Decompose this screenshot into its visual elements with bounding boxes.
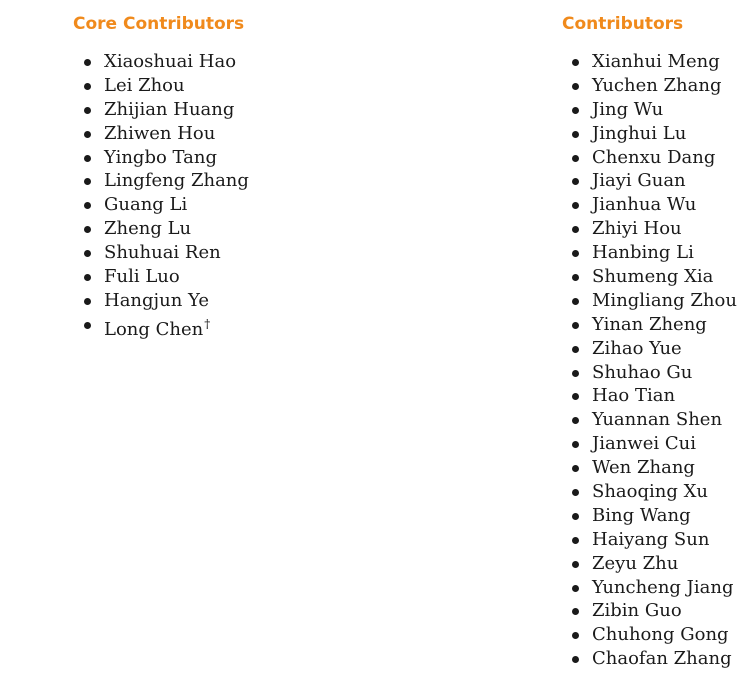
bullet-icon — [84, 202, 91, 209]
contributor-name: Xiaoshuai Hao — [104, 51, 237, 72]
bullet-icon — [572, 107, 579, 114]
contributor-list-item — [572, 647, 737, 671]
contributor-name: Yinan Zheng — [592, 313, 707, 335]
contributor-name: Bing Wang — [592, 504, 691, 526]
bullet-icon — [572, 608, 579, 615]
contributor-name: Haiyang Sun — [592, 528, 710, 550]
contributors-heading: Contributors — [562, 14, 684, 34]
contributor-list-item — [572, 217, 737, 241]
contributor-name: Chuhong Gong — [592, 624, 729, 646]
contributor-name: Lei Zhou — [104, 74, 185, 96]
contributor-name: Shaoqing Xu — [592, 481, 709, 503]
contributor-list-item — [572, 289, 737, 313]
contributor-list-item — [572, 456, 737, 480]
contributor-name: Zhijian Huang — [104, 98, 235, 120]
bullet-icon — [572, 250, 579, 257]
bullet-icon — [84, 131, 91, 138]
contributor-list-item — [84, 313, 249, 340]
contributor-name: Zibin Guo — [592, 600, 682, 622]
bullet-icon — [572, 202, 579, 209]
contributor-name: Xianhui Meng — [592, 51, 720, 72]
contributor-name: Jinghui Lu — [592, 122, 687, 144]
contributor-list-item — [84, 98, 249, 122]
contributor-list-item — [572, 432, 737, 456]
contributor-list-item — [572, 265, 737, 289]
contributor-name: Guang Li — [104, 194, 188, 216]
contributor-list-item — [572, 98, 737, 122]
contributor-list-item — [572, 528, 737, 552]
dagger-marker: † — [204, 316, 211, 331]
contributor-name: Mingliang Zhou — [592, 289, 737, 311]
contributor-list-item — [572, 599, 737, 623]
contributor-name: Yuannan Shen — [592, 409, 723, 431]
contributor-list-item — [84, 289, 249, 313]
bullet-icon — [572, 298, 579, 305]
contributor-list-item — [572, 313, 737, 337]
contributor-list-item — [572, 50, 737, 74]
contributor-name: Shuhao Gu — [592, 361, 693, 383]
bullet-icon — [572, 178, 579, 185]
bullet-icon — [572, 513, 579, 520]
contributor-list-item — [572, 504, 737, 528]
bullet-icon — [572, 585, 579, 592]
contributor-name: Zihao Yue — [592, 337, 682, 359]
contributor-name: Zheng Lu — [104, 218, 192, 240]
contributor-name: Hangjun Ye — [104, 289, 210, 311]
contributor-name: Chaofan Zhang — [592, 648, 732, 670]
bullet-icon — [572, 131, 579, 138]
bullet-icon — [572, 489, 579, 496]
contributor-list-item — [84, 50, 249, 74]
bullet-icon — [84, 59, 91, 66]
contributor-name: Jing Wu — [592, 98, 664, 120]
bullet-icon — [84, 83, 91, 90]
contributor-name: Yuncheng Jiang — [592, 576, 734, 598]
contributor-list-item — [84, 193, 249, 217]
bullet-icon — [572, 393, 579, 400]
contributor-name: Long Chen — [104, 318, 204, 340]
bullet-icon — [84, 298, 91, 305]
contributor-list-item — [572, 408, 737, 432]
bullet-icon — [572, 632, 579, 639]
contributors-list — [572, 50, 737, 671]
contributor-list-item — [572, 122, 737, 146]
core-contributors-list — [84, 50, 249, 340]
bullet-icon — [84, 226, 91, 233]
bullet-icon — [572, 274, 579, 281]
bullet-icon — [572, 322, 579, 329]
contributor-name: Zhiwen Hou — [104, 122, 216, 144]
bullet-icon — [572, 441, 579, 448]
contributor-list-item — [572, 337, 737, 361]
contributor-list-item — [572, 169, 737, 193]
contributor-list-item — [84, 146, 249, 170]
bullet-icon — [572, 561, 579, 568]
contributor-name: Zhiyi Hou — [592, 218, 682, 240]
contributor-name: Yuchen Zhang — [592, 74, 722, 96]
contributor-name: Hao Tian — [592, 385, 676, 407]
bullet-icon — [572, 465, 579, 472]
contributor-name: Jiayi Guan — [592, 170, 686, 192]
contributor-name: Zeyu Zhu — [592, 552, 679, 574]
bullet-icon — [572, 417, 579, 424]
contributor-list-item — [572, 361, 737, 385]
contributor-list-item — [572, 74, 737, 98]
contributor-list-item — [84, 122, 249, 146]
contributor-name: Lingfeng Zhang — [104, 170, 249, 192]
contributor-name: Yingbo Tang — [104, 146, 217, 168]
contributor-name: Hanbing Li — [592, 242, 694, 264]
contributor-list-item — [572, 384, 737, 408]
contributor-name: Shuhuai Ren — [104, 242, 221, 264]
core-contributors-heading: Core Contributors — [73, 14, 245, 34]
bullet-icon — [572, 537, 579, 544]
bullet-icon — [84, 107, 91, 114]
contributor-name: Jianwei Cui — [592, 433, 696, 455]
contributor-list-item — [572, 146, 737, 170]
contributor-name: Jianhua Wu — [592, 194, 697, 216]
contributor-list-item — [84, 241, 249, 265]
contributor-list-item — [84, 265, 249, 289]
contributor-name: Wen Zhang — [592, 457, 695, 479]
bullet-icon — [572, 155, 579, 162]
contributor-list-item — [572, 623, 737, 647]
contributor-name: Fuli Luo — [104, 266, 180, 288]
bullet-icon — [572, 346, 579, 353]
bullet-icon — [572, 226, 579, 233]
contributor-list-item — [572, 576, 737, 600]
contributor-list-item — [84, 217, 249, 241]
bullet-icon — [84, 274, 91, 281]
bullet-icon — [572, 370, 579, 377]
contributor-list-item — [84, 169, 249, 193]
bullet-icon — [572, 59, 579, 66]
bullet-icon — [572, 656, 579, 663]
contributor-list-item — [84, 74, 249, 98]
bullet-icon — [84, 155, 91, 162]
contributor-list-item — [572, 552, 737, 576]
contributor-list-item — [572, 480, 737, 504]
contributor-list-item — [572, 193, 737, 217]
bullet-icon — [84, 322, 91, 329]
contributor-name: Chenxu Dang — [592, 146, 716, 168]
bullet-icon — [572, 83, 579, 90]
contributor-list-item — [572, 241, 737, 265]
bullet-icon — [84, 250, 91, 257]
bullet-icon — [84, 178, 91, 185]
contributor-name: Shumeng Xia — [592, 266, 714, 288]
